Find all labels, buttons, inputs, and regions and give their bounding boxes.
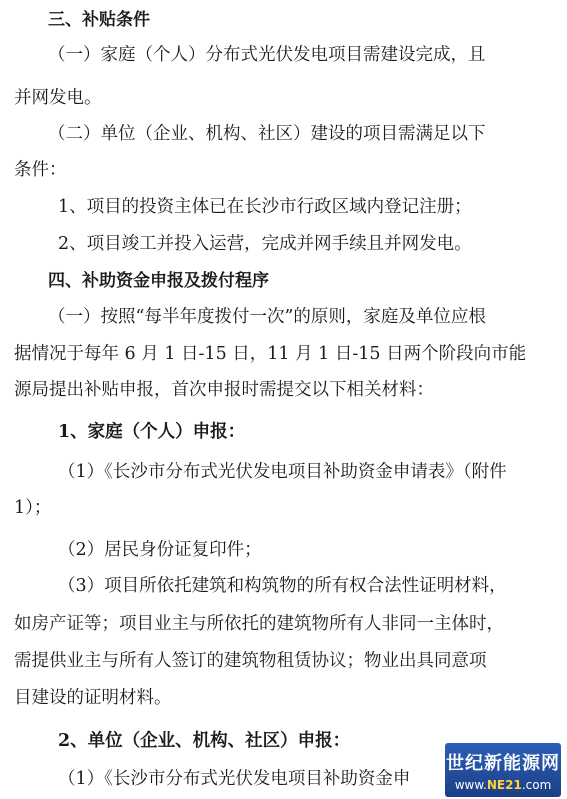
list-item: 2、项目竣工并投入运营，完成并网手续且并网发电。 bbox=[58, 234, 472, 254]
list-item: （1）《长沙市分布式光伏发电项目补助资金申请表》（附件 bbox=[58, 462, 507, 482]
paragraph-line: 如房产证等；项目业主与所依托的建筑物所有人非同一主体时， bbox=[14, 614, 504, 634]
paragraph-line: 并网发电。 bbox=[14, 88, 102, 108]
paragraph-line: （一）按照“每半年度拨付一次”的原则，家庭及单位应根 bbox=[48, 307, 486, 327]
paragraph-line: 需提供业主与所有人签订的建筑物租赁协议；物业出具同意项 bbox=[14, 651, 487, 671]
list-item: （2）居民身份证复印件； bbox=[58, 540, 262, 560]
watermark-logo bbox=[445, 743, 561, 797]
list-item: 1、项目的投资主体已在长沙市行政区域内登记注册； bbox=[58, 197, 472, 217]
paragraph-line: 条件： bbox=[14, 160, 67, 180]
paragraph-line: （一）家庭（个人）分布式光伏发电项目需建设完成，且 bbox=[48, 45, 486, 65]
list-item: （3）项目所依托建筑和构筑物的所有权合法性证明材料， bbox=[58, 576, 507, 596]
paragraph-line: 1）； bbox=[14, 498, 52, 518]
paragraph-line: （二）单位（企业、机构、社区）建设的项目需满足以下 bbox=[48, 124, 486, 144]
paragraph-line: 据情况于每年 6 月 1 日-15 日，11 月 1 日-15 日两个阶段向市能 bbox=[14, 344, 527, 364]
list-item: （1）《长沙市分布式光伏发电项目补助资金申 bbox=[58, 769, 411, 789]
paragraph-line: 目建设的证明材料。 bbox=[14, 688, 172, 708]
watermark-title: 世纪新能源网 bbox=[446, 753, 560, 774]
subheading: 1、家庭（个人）申报： bbox=[58, 422, 246, 442]
section-heading-4: 四、补助资金申报及拨付程序 bbox=[48, 271, 269, 291]
section-heading-3: 三、补贴条件 bbox=[48, 10, 150, 30]
subheading: 2、单位（企业、机构、社区）申报： bbox=[58, 731, 351, 751]
paragraph-line: 源局提出补贴申报，首次申报时需提交以下相关材料： bbox=[14, 380, 434, 400]
watermark-url: www.NE21.com bbox=[454, 778, 552, 792]
